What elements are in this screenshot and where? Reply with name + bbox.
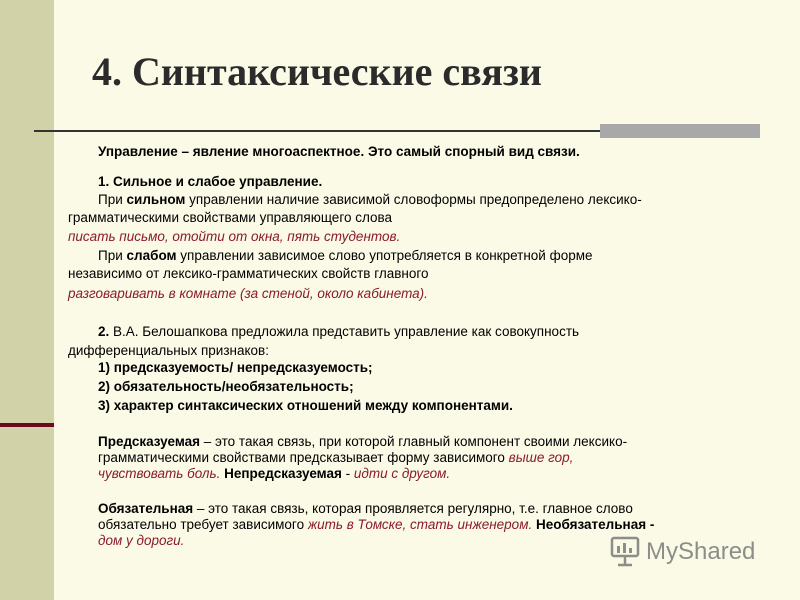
- strong-example: писать письмо, отойти от окна, пять студентов.: [68, 229, 401, 244]
- divider-accent-block: [600, 124, 760, 138]
- predictable-line: Предсказуемая – это такая связь, при которой главный компонент своими лексико-: [98, 434, 628, 449]
- logo-text: MyShared: [646, 538, 756, 565]
- optional-example: дом у дороги.: [98, 533, 185, 548]
- presentation-board-icon: [608, 534, 642, 568]
- section-2-line: 2. В.А. Белошапкова предложила представить управление как совокупность: [98, 324, 580, 339]
- intro-line: Управление – явление многоаспектное. Это самый спорный вид связи.: [98, 144, 580, 159]
- left-decor-bar: [0, 0, 54, 600]
- strong-government-line-2: грамматическими свойствами управляющего слова: [68, 210, 393, 225]
- weak-government-line-2: независимо от лексико-грамматических свойств главного: [68, 266, 429, 281]
- feature-item: 3) характер синтаксических отношений между компонентами.: [98, 398, 513, 413]
- predictable-line-3: чувствовать боль. Непредсказуемая - идти с другом.: [98, 466, 451, 481]
- section-1-heading: 1. Сильное и слабое управление.: [98, 174, 323, 189]
- weak-example: разговаривать в комнате (за стеной, около кабинета).: [68, 286, 428, 301]
- obligatory-line-2: обязательно требует зависимого жить в Томске, стать инженером. Необязательная -: [98, 517, 655, 532]
- feature-item: 1) предсказуемость/ непредсказуемость;: [98, 360, 373, 375]
- strong-government-line: При сильном управлении наличие зависимой словоформы предопределено лексико-: [98, 192, 642, 207]
- slide-title: 4. Синтаксические связи: [92, 49, 542, 94]
- feature-item: 2) обязательность/необязательность;: [98, 379, 354, 394]
- watermark-logo: [608, 534, 758, 574]
- weak-government-line: При слабом управлении зависимое слово употребляется в конкретной форме: [98, 248, 593, 263]
- left-accent-stripe: [0, 423, 54, 427]
- section-2-line-2: дифференциальных признаков:: [68, 343, 269, 358]
- predictable-line-2: грамматическими свойствами предсказывает форму зависимого выше гор,: [98, 450, 574, 465]
- obligatory-line: Обязательная – это такая связь, которая проявляется регулярно, т.е. главное слово: [98, 501, 633, 516]
